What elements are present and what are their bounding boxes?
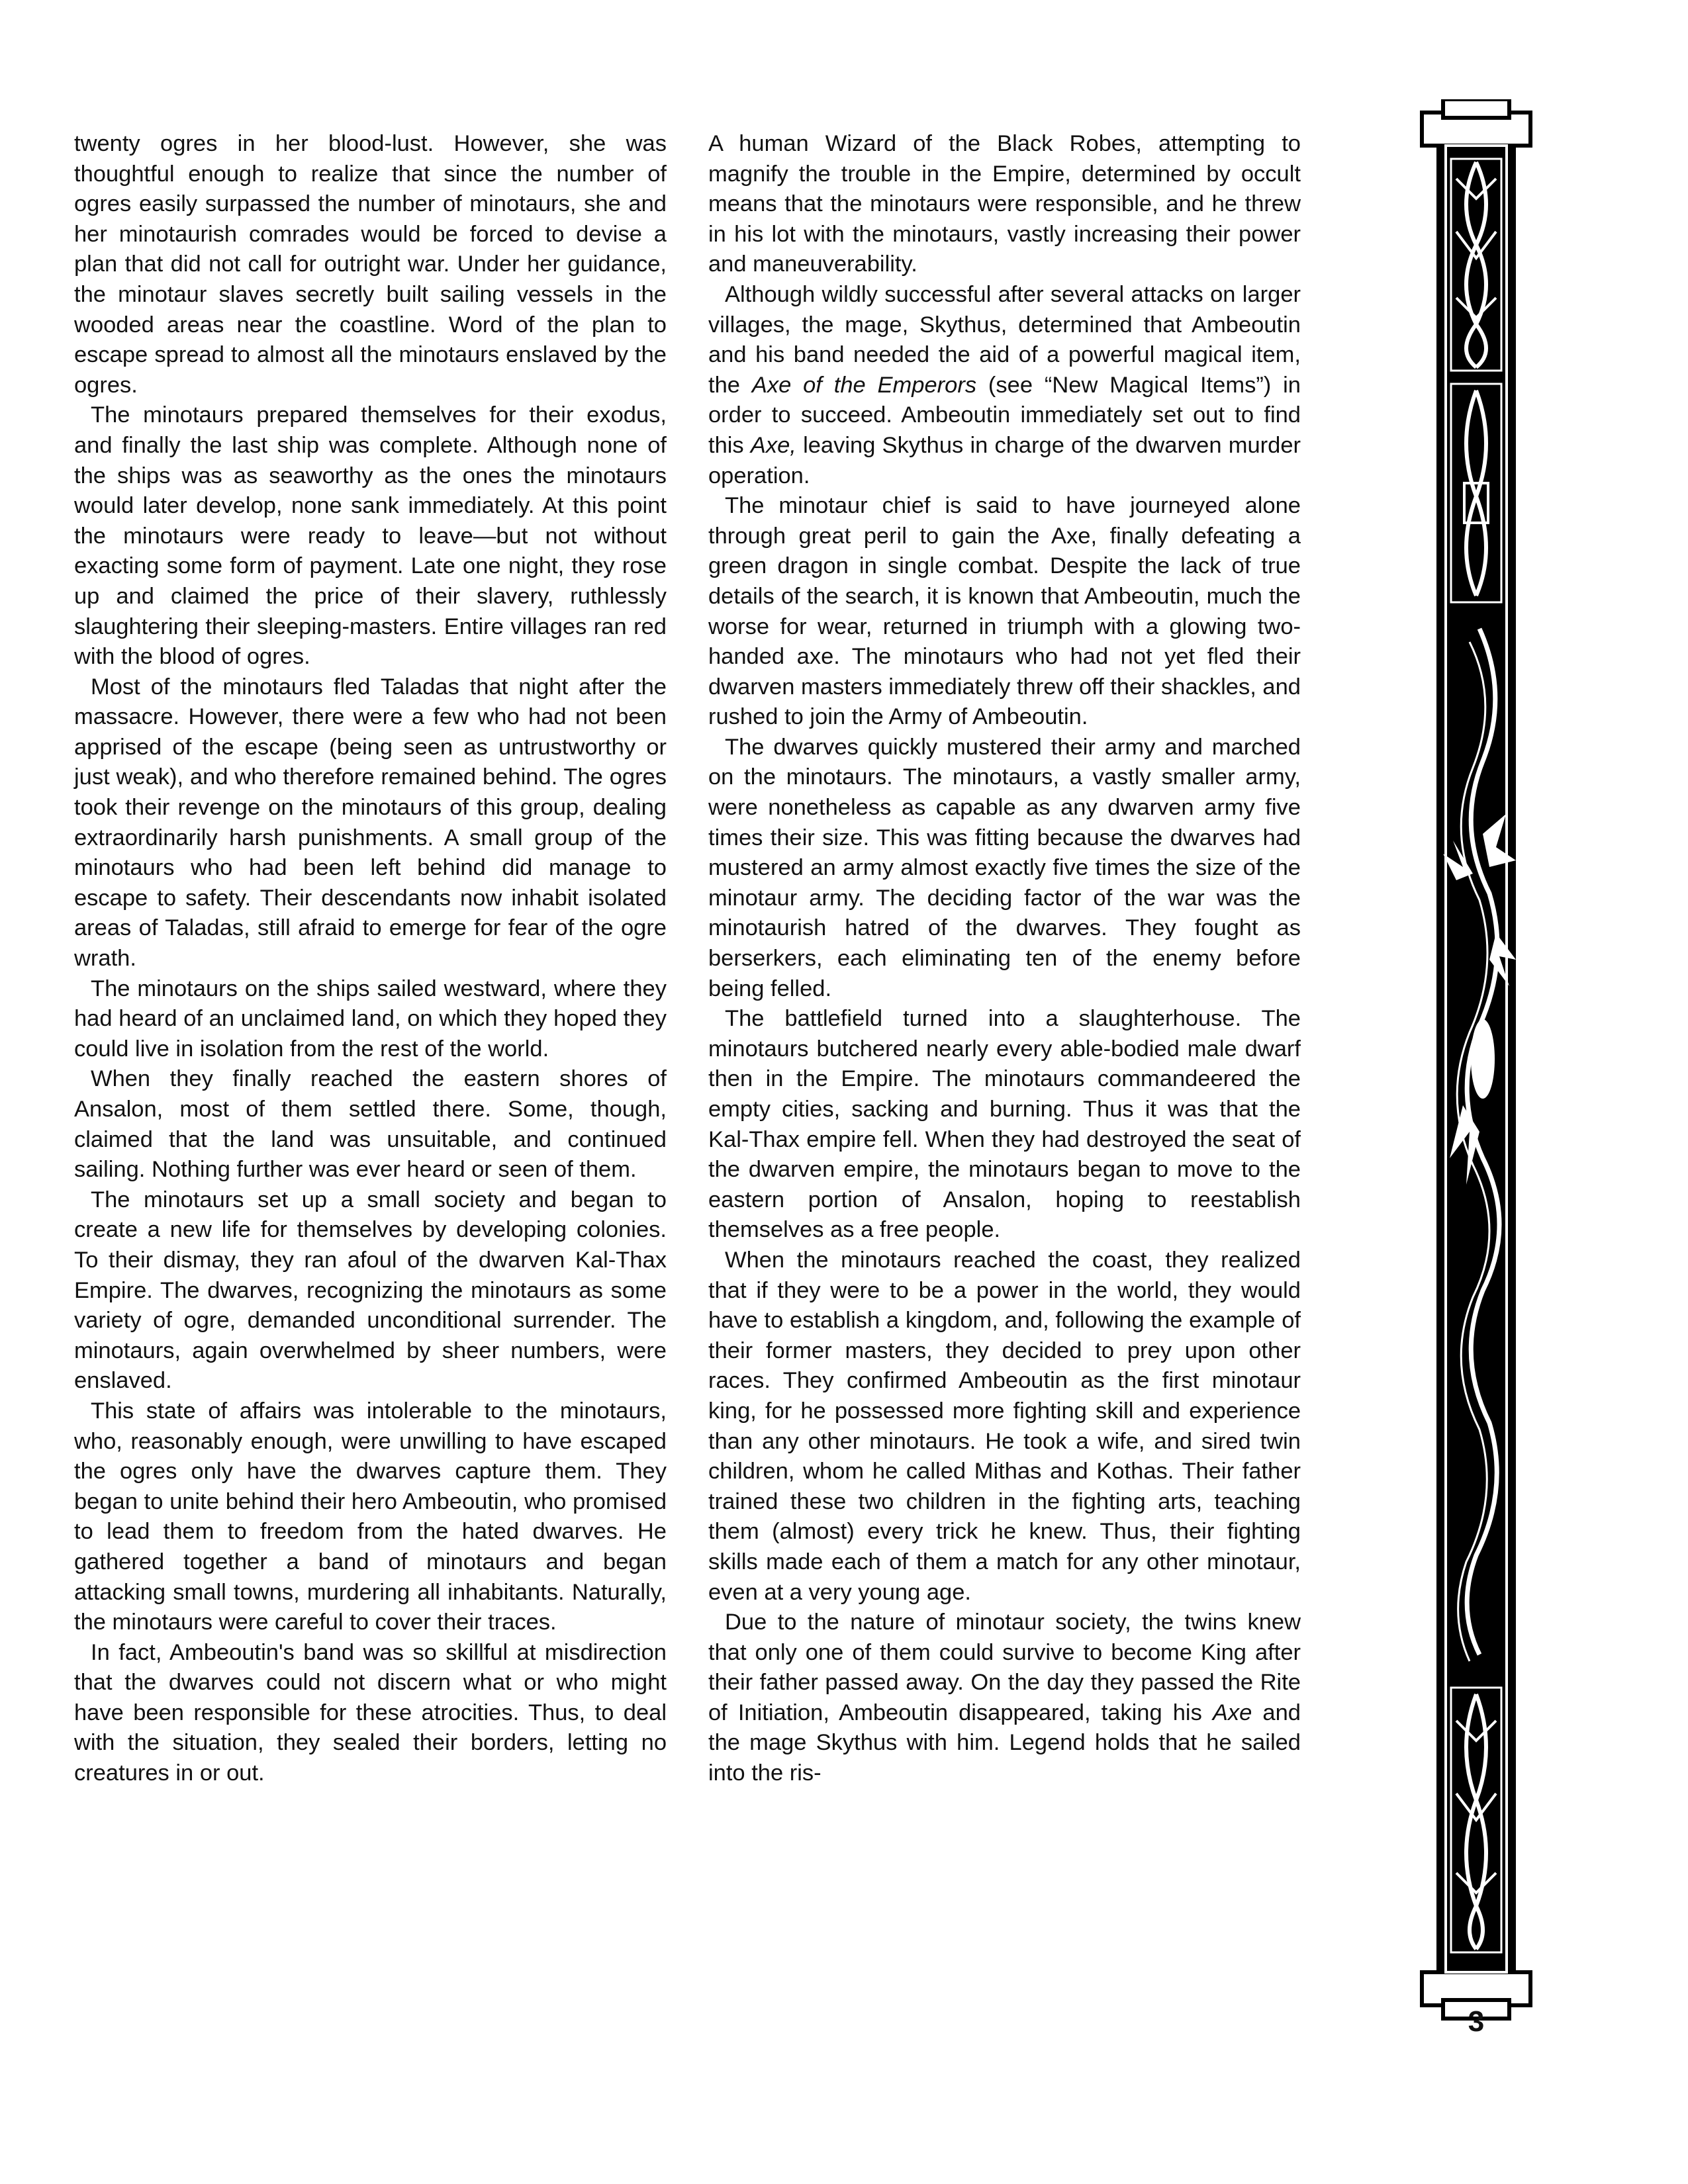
right-column: [708, 129, 1301, 1789]
text-span: and the mage Skythus with him. Legend holds that he sailed into the ris-: [708, 1700, 1301, 1786]
page-number: 3: [1468, 2005, 1485, 2038]
paragraph: The minotaurs set up a small society and began to create a new life for themselves by developing colonies. To their dismay, they ran afoul of the dwarven Kal-Thax Empire. The dwarves, recognizing the minotaurs as some variety of ogre, demanded unconditional surrender. The minotaurs, again overwhelmed by sheer numbers, were enslaved.: [74, 1187, 667, 1394]
item-title: Axe of the Emperors: [751, 372, 977, 398]
paragraph: When they finally reached the eastern shores of Ansalon, most of them settled there. Some, though, claimed that the land was unsuitable, and continued sailing. Nothing further was ever heard or seen of them.: [74, 1066, 667, 1183]
item-name: Axe: [1212, 1700, 1252, 1725]
paragraph: The battlefield turned into a slaughterhouse. The minotaurs butchered nearly every able-bodied male dwarf then in the Empire. The minotaurs commandeered the empty cities, sacking and burning. Thus it was that the Kal-Thax empire fell. When they had destroyed the seat of the dwarven empire, the minotaurs began to move to the eastern portion of Ansalon, hoping to reestablish themselves as a free people.: [708, 1006, 1301, 1243]
dragon-border-ornament: [1417, 99, 1536, 2025]
left-column: [74, 129, 667, 1789]
paragraph: The minotaurs on the ships sailed westward, where they had heard of an unclaimed land, on which they hoped they could live in isolation from the rest of the world.: [74, 976, 667, 1062]
item-name: Axe,: [750, 432, 796, 458]
paragraph: twenty ogres in her blood-lust. However, she was thoughtful enough to realize that since the number of ogres easily surpassed the number of minotaurs, she and her minotaurish comrades would be forced to devise a plan that did not call for outright war. Under her guidance, the minotaur slaves secretly built sailing vessels in the wooded areas near the coastline. Word of the plan to escape spread to almost all the minotaurs enslaved by the ogres.: [74, 131, 667, 398]
text-span: Due to the nature of minotaur society, the twins knew that only one of them could survive to become King after their father passed away. On the day they passed the Rite of Initiation, Ambeoutin disappeared, taking his: [708, 1610, 1301, 1725]
paragraph: [708, 1608, 1301, 1789]
text-span: Although wildly successful after several attacks on larger villages, the mage, Skythus, determined that Ambeoutin and his band needed the aid of a powerful magical item, the: [708, 281, 1301, 398]
paragraph: Most of the minotaurs fled Taladas that night after the massacre. However, there were a few who had not been apprised of the escape (being seen as untrustworthy or just weak), and who therefore remained behind. The ogres took their revenge on the minotaurs of this group, dealing extraordinarily harsh punishments. A small group of the minotaurs who had been left behind did manage to escape to safety. Their descendants now inhabit isolated areas of Taladas, still afraid to emerge for fear of the ogre wrath.: [74, 674, 667, 972]
text-span: leaving Skythus in charge of the dwarven murder operation.: [708, 432, 1301, 488]
paragraph: [708, 280, 1301, 491]
paragraph: When the minotaurs reached the coast, they realized that if they were to be a power in the world, they would have to establish a kingdom, and, following the example of their former masters, they decided to prey upon other races. They confirmed Ambeoutin as the first minotaur king, for he possessed more fighting skill and experience than any other minotaurs. He took a wife, and sired twin children, whom he called Mithas and Kothas. Their father trained these two children in the fighting arts, teaching them (almost) every trick he knew. Thus, their fighting skills made each of them a match for any other minotaur, even at a very young age.: [708, 1247, 1301, 1605]
paragraph: A human Wizard of the Black Robes, attempting to magnify the trouble in the Empire, determined by occult means that the minotaurs were responsible, and he threw in his lot with the minotaurs, vastly increasing their power and maneuverability.: [708, 131, 1301, 277]
paragraph: The dwarves quickly mustered their army and marched on the minotaurs. The minotaurs, a vastly smaller army, were nonetheless as capable as any dwarven army five times their size. This was fitting because the dwarves had mustered an army almost exactly five times the size of the minotaur army. The deciding factor of the war was the minotaurish hatred of the dwarves. They fought as berserkers, each eliminating ten of the enemy before being felled.: [708, 734, 1301, 1001]
paragraph: In fact, Ambeoutin's band was so skillful at misdirection that the dwarves could not discern what or who might have been responsible for these atrocities. Thus, to deal with the situation, they sealed their borders, letting no creatures in or out.: [74, 1639, 667, 1786]
paragraph: The minotaur chief is said to have journeyed alone through great peril to gain the Axe, finally defeating a green dragon in single combat. Despite the lack of true details of the search, it is known that Ambeoutin, much the worse for wear, returned in triumph with a glowing two-handed axe. The minotaurs who had not yet fled their dwarven masters immediately threw off their shackles, and rushed to join the Army of Ambeoutin.: [708, 493, 1301, 730]
paragraph: The minotaurs prepared themselves for their exodus, and finally the last ship was complete. Although none of the ships was as seaworthy as the ones the minotaurs would later develop, none sank immediately. At this point the minotaurs were ready to leave—but not without exacting some form of payment. Late one night, they rose up and claimed the price of their slavery, ruthlessly slaughtering their sleeping-masters. Entire villages ran red with the blood of ogres.: [74, 402, 667, 670]
text-span: (see “New Magical Items”) in order to succeed. Ambeoutin immediately set out to find this: [708, 372, 1301, 458]
paragraph: This state of affairs was intolerable to the minotaurs, who, reasonably enough, were unwilling to have escaped the ogres only have the dwarves capture them. They began to unite behind their hero Ambeoutin, who promised to lead them to freedom from the hated dwarves. He gathered together a band of minotaurs and began attacking small towns, murdering all inhabitants. Naturally, the minotaurs were careful to cover their traces.: [74, 1398, 667, 1635]
